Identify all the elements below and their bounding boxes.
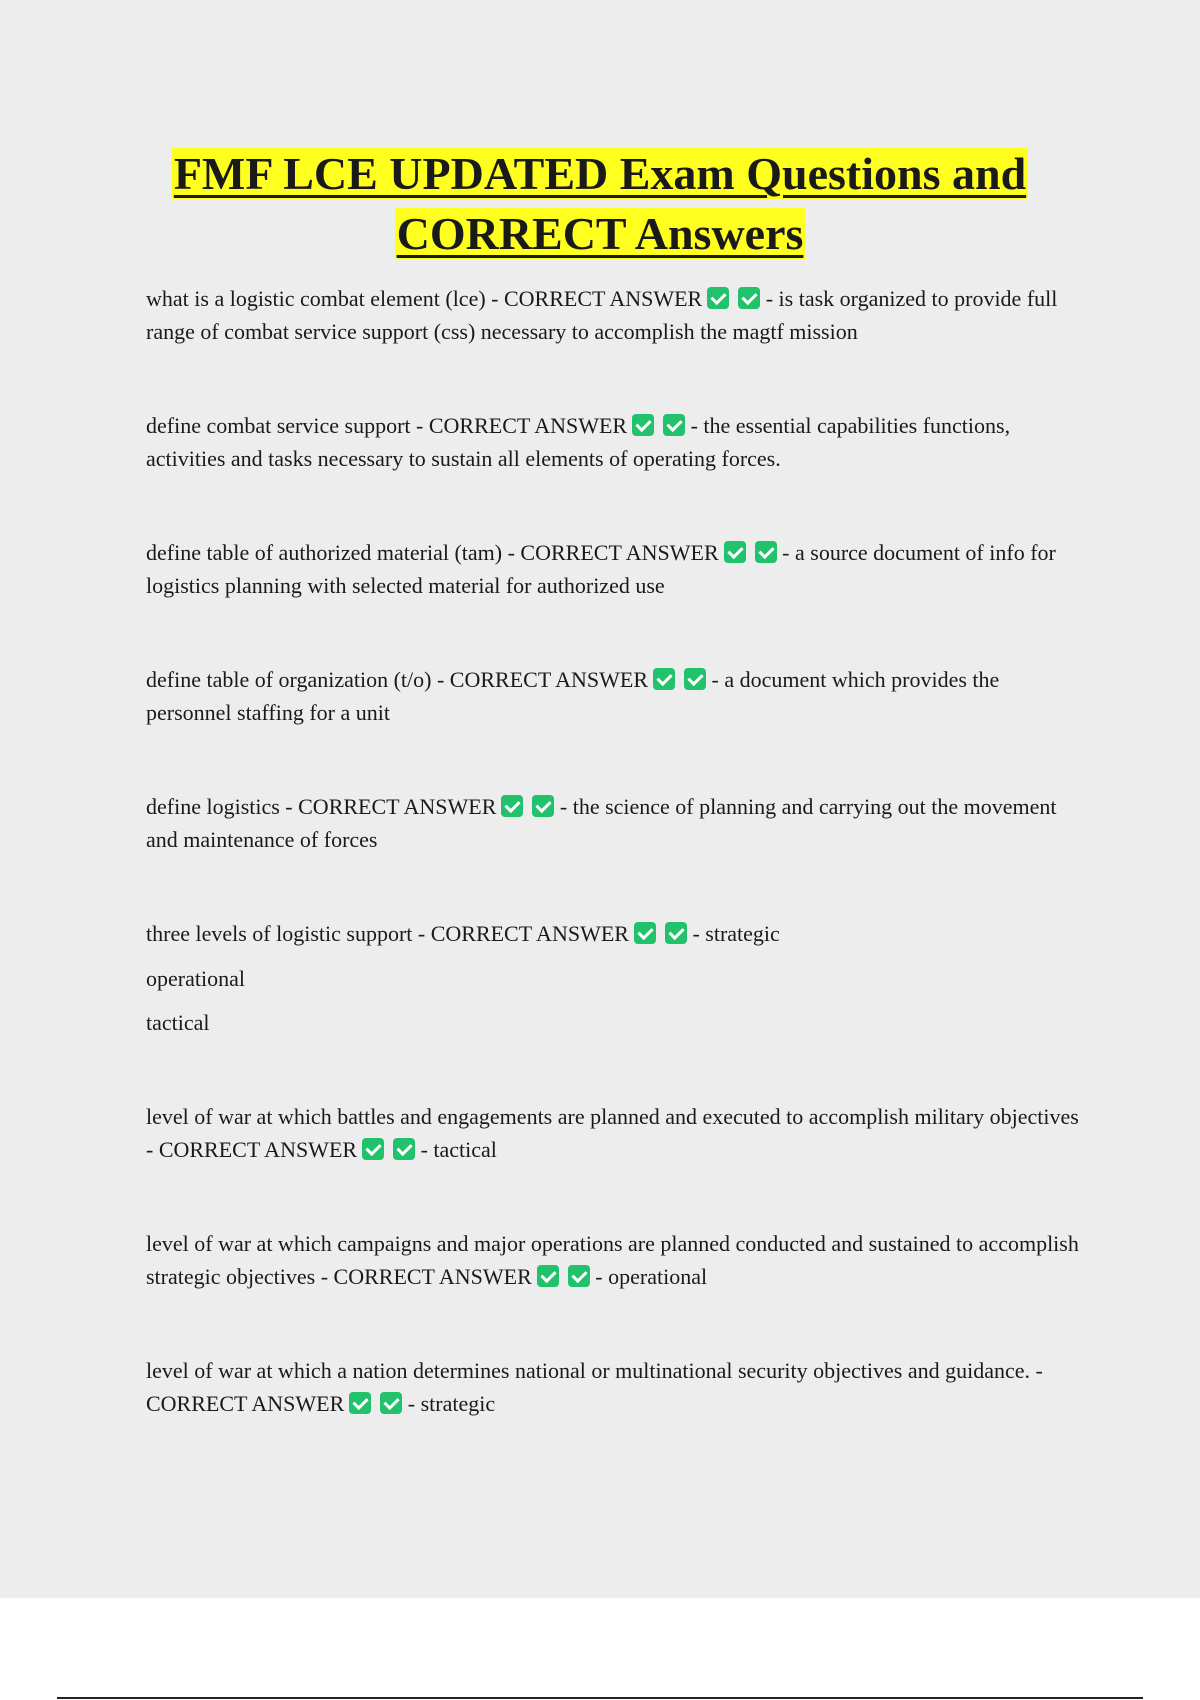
checkmark-icon — [755, 541, 777, 563]
checkmark-icon — [684, 668, 706, 690]
title-line-2-text: CORRECT Answers — [396, 208, 804, 259]
checkmark-icon — [537, 1265, 559, 1287]
qa-item — [146, 1100, 1086, 1166]
qa-answer: - a document which provides the personnel staffing for a unit — [146, 667, 1000, 725]
checkmark-icon — [738, 287, 760, 309]
qa-answer-line: operational — [146, 966, 245, 991]
checkmark-icon — [663, 414, 685, 436]
qa-question: level of war at which a nation determines national or multinational security objectives and guidance. - CORRECT ANSWER — [146, 1358, 1043, 1416]
checkmark-icon — [362, 1138, 384, 1160]
qa-item — [146, 282, 1086, 348]
checkmark-icon — [665, 922, 687, 944]
footer-divider — [57, 1697, 1143, 1699]
qa-answer: - tactical — [420, 1137, 497, 1162]
qa-question: define table of authorized material (tam) - CORRECT ANSWER — [146, 540, 719, 565]
checkmark-icon — [653, 668, 675, 690]
checkmark-icon — [568, 1265, 590, 1287]
qa-item — [146, 536, 1086, 602]
checkmark-icon — [634, 922, 656, 944]
checkmark-icon — [707, 287, 729, 309]
qa-question: define table of organization (t/o) - CORRECT ANSWER — [146, 667, 649, 692]
title-line-1-text: FMF LCE UPDATED Exam Questions and — [173, 148, 1027, 199]
qa-item — [146, 790, 1086, 856]
qa-question: level of war at which battles and engagements are planned and executed to accomplish military objectives - CORRECT ANSWER — [146, 1104, 1079, 1162]
qa-question: level of war at which campaigns and major operations are planned conducted and sustained to accomplish strategic objectives - CORRECT ANSWER — [146, 1231, 1079, 1289]
qa-question: define combat service support - CORRECT ANSWER — [146, 413, 628, 438]
qa-item — [146, 663, 1086, 729]
checkmark-icon — [632, 414, 654, 436]
checkmark-icon — [532, 795, 554, 817]
qa-item — [146, 917, 1086, 1039]
qa-answer: - operational — [595, 1264, 708, 1289]
checkmark-icon — [501, 795, 523, 817]
checkmark-icon — [724, 541, 746, 563]
checkmark-icon — [393, 1138, 415, 1160]
qa-item — [146, 1354, 1086, 1420]
title-line-1 — [0, 144, 1200, 204]
qa-question: three levels of logistic support - CORRECT ANSWER — [146, 921, 629, 946]
qa-answer: - a source document of info for logistics planning with selected material for authorized use — [146, 540, 1056, 598]
qa-answer: - the science of planning and carrying out the movement and maintenance of forces — [146, 794, 1057, 852]
qa-answer: - the essential capabilities functions, activities and tasks necessary to sustain all elements of operating forces. — [146, 413, 1011, 471]
qa-answer-line: tactical — [146, 1010, 210, 1035]
qa-answer: - strategic — [407, 1391, 496, 1416]
qa-list — [146, 282, 1086, 1420]
title-line-2 — [0, 204, 1200, 264]
qa-answer: - strategic — [692, 921, 780, 946]
checkmark-icon — [380, 1392, 402, 1414]
qa-question: what is a logistic combat element (lce) - CORRECT ANSWER — [146, 286, 703, 311]
qa-answer: - is task organized to provide full range of combat service support (css) necessary to accomplish the magtf mission — [146, 286, 1058, 344]
page-title — [0, 144, 1200, 264]
qa-item — [146, 409, 1086, 475]
checkmark-icon — [349, 1392, 371, 1414]
qa-question: define logistics - CORRECT ANSWER — [146, 794, 497, 819]
qa-item — [146, 1227, 1086, 1293]
